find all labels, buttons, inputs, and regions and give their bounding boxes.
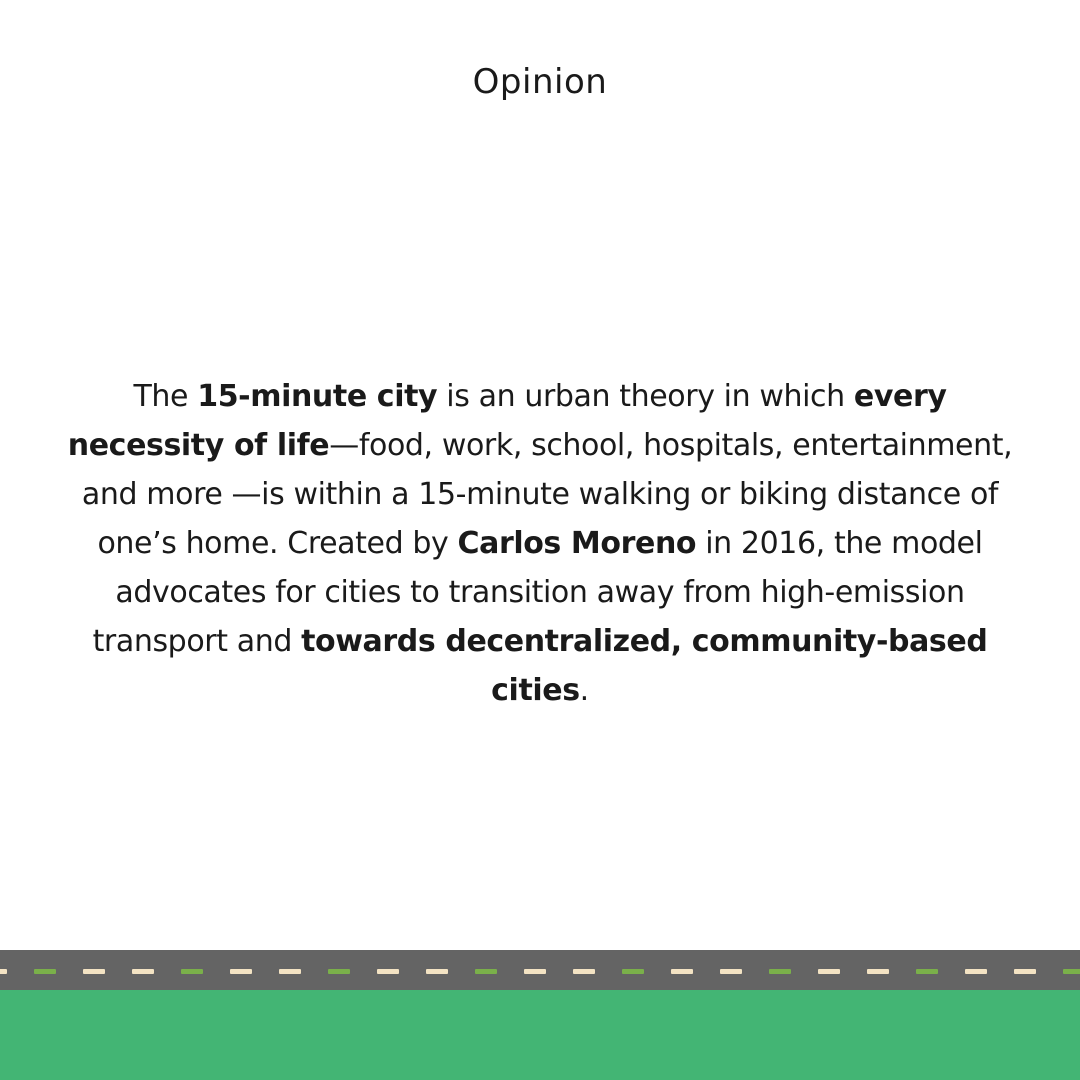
lane-dash — [867, 969, 889, 974]
text-segment: in 2016, the model advocates for cities to transition away from high-emission transport and — [92, 526, 983, 659]
lane-dash — [279, 969, 301, 974]
text-segment: The — [133, 379, 198, 414]
lane-dash — [426, 969, 448, 974]
lane-dash — [965, 969, 987, 974]
highlight-15-minute-city: 15-minute city — [197, 379, 438, 414]
lane-dash — [181, 969, 203, 974]
lane-dash — [34, 969, 56, 974]
highlight-carlos-moreno: Carlos Moreno — [457, 526, 697, 561]
lane-dash — [1063, 969, 1080, 974]
article-body — [58, 372, 1022, 715]
text-segment: . — [579, 673, 589, 708]
text-segment: —food, work, school, hospitals, entertainment, and more —is within a 15-minute walking or biking distance of one’s home. Created by — [81, 428, 1013, 561]
highlight-decentralized-cities: towards decentralized, community-based cities — [301, 624, 988, 708]
lane-dash — [0, 969, 7, 974]
lane-dash — [769, 969, 791, 974]
section-label: Opinion — [472, 62, 608, 102]
road-illustration — [0, 950, 1080, 992]
lane-dash — [916, 969, 938, 974]
lane-dash — [377, 969, 399, 974]
lane-dash — [230, 969, 252, 974]
highlight-every-necessity: every necessity of life — [67, 379, 947, 463]
lane-dash — [622, 969, 644, 974]
lane-dash — [132, 969, 154, 974]
lane-dash — [1014, 969, 1036, 974]
lane-markings — [0, 950, 1080, 992]
lane-dash — [83, 969, 105, 974]
lane-dash — [573, 969, 595, 974]
lane-dash — [818, 969, 840, 974]
lane-dash — [671, 969, 693, 974]
grass-strip — [0, 990, 1080, 1080]
lane-dash — [475, 969, 497, 974]
lane-dash — [720, 969, 742, 974]
text-segment: is an urban theory in which — [437, 379, 854, 414]
lane-dash — [328, 969, 350, 974]
lane-dash — [524, 969, 546, 974]
